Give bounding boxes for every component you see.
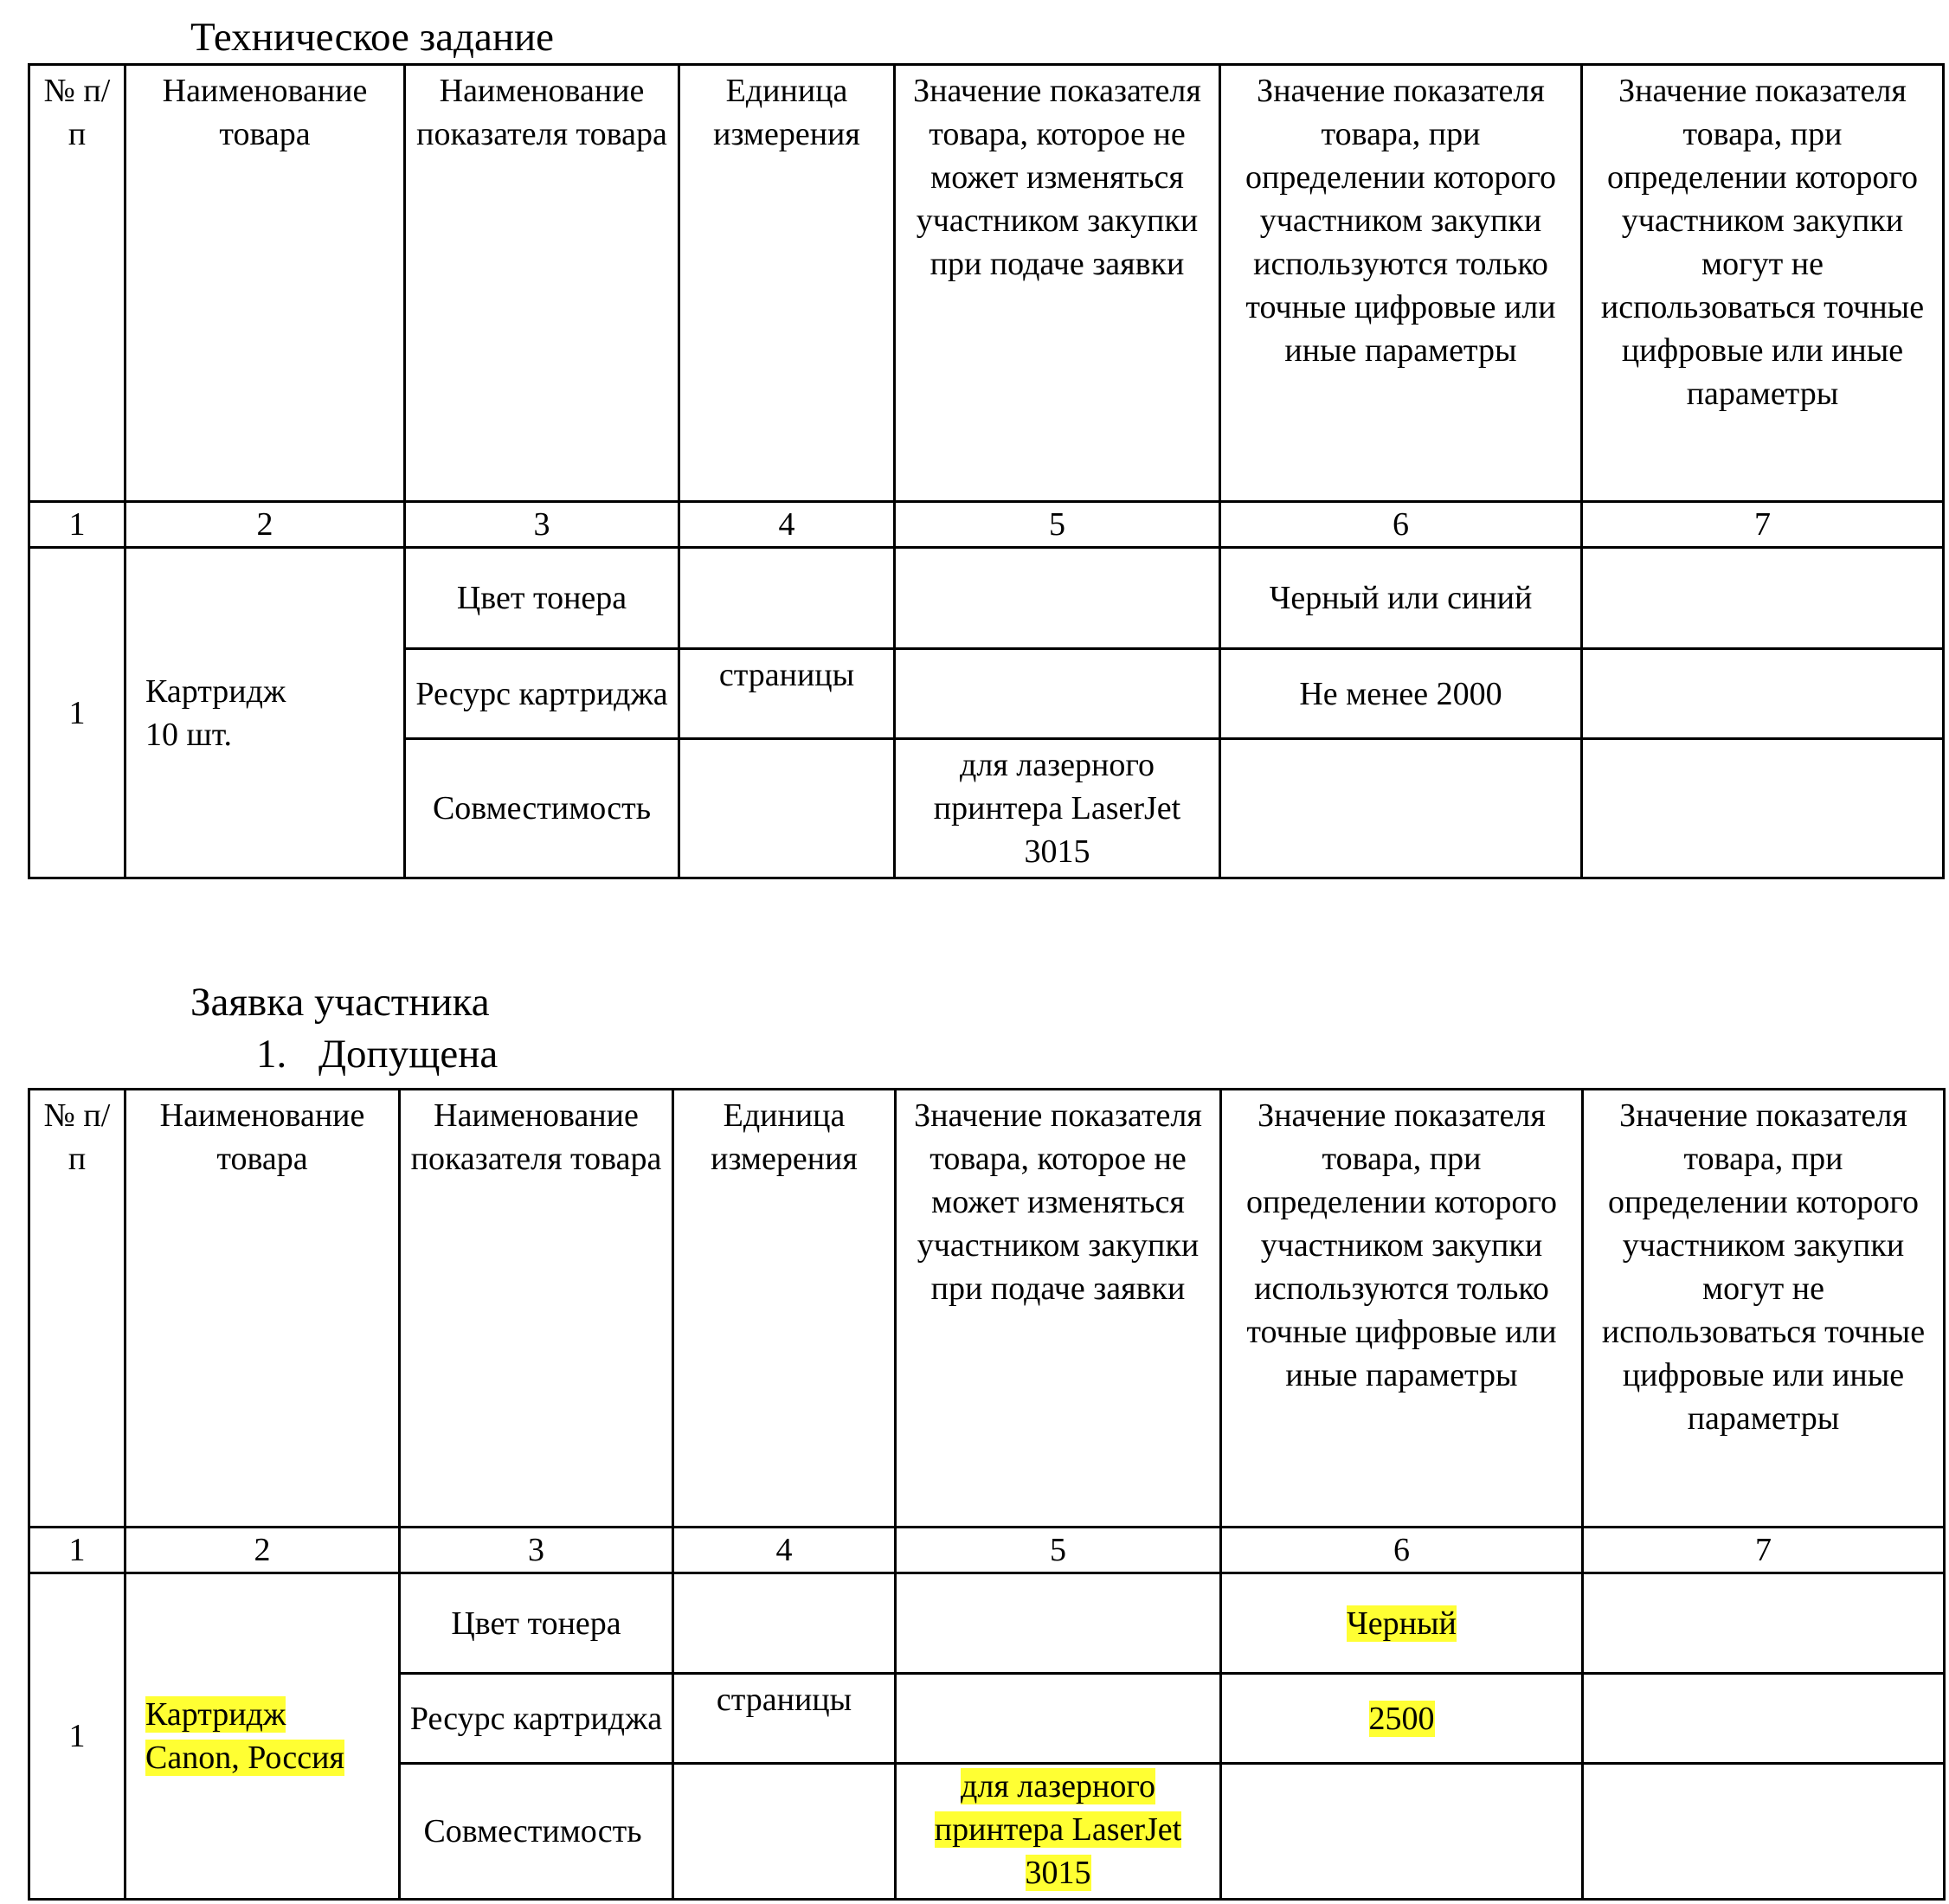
column-number: 1 xyxy=(29,502,125,548)
indicator-name: Ресурс картриджа xyxy=(405,649,679,739)
header-exact-value: Значение показателя товара, при определении которого участником закупки используются только точные цифровые или иные параметры xyxy=(1221,1090,1583,1528)
application-title: Заявка участника xyxy=(190,980,490,1025)
unit-value xyxy=(673,1573,896,1674)
fixed-value: для лазерного принтера LaserJet 3015 xyxy=(895,739,1220,878)
header-unit: Единица измерения xyxy=(673,1090,896,1528)
inexact-value xyxy=(1583,1573,1945,1674)
inexact-value xyxy=(1582,649,1944,739)
column-number: 6 xyxy=(1221,1528,1583,1573)
tz-header-row xyxy=(29,65,1944,502)
application-header-row xyxy=(29,1090,1945,1528)
exact-value xyxy=(1221,1674,1583,1764)
column-number: 3 xyxy=(400,1528,673,1573)
header-indicator: Наименование показателя товара xyxy=(400,1090,673,1528)
column-number: 3 xyxy=(405,502,679,548)
product-name-line: Canon, Россия xyxy=(145,1740,344,1776)
exact-value: Черный или синий xyxy=(1220,548,1582,649)
fixed-value xyxy=(896,1674,1221,1764)
indicator-name: Цвет тонера xyxy=(400,1573,673,1674)
exact-value xyxy=(1221,1764,1583,1900)
column-number: 7 xyxy=(1583,1528,1945,1573)
header-number: № п/п xyxy=(29,65,125,502)
unit-value xyxy=(679,548,895,649)
header-indicator: Наименование показателя товара xyxy=(405,65,679,502)
indicator-name: Совместимость xyxy=(400,1764,673,1900)
tz-table xyxy=(28,63,1945,879)
application-column-numbers-row xyxy=(29,1528,1945,1573)
header-fixed-value: Значение показателя товара, которое не может изменяться участником закупки при подаче заявки xyxy=(895,65,1220,502)
unit-value xyxy=(673,1764,896,1900)
column-number: 4 xyxy=(679,502,895,548)
table-row xyxy=(29,548,1944,649)
fixed-value-line: для лазерного xyxy=(961,1768,1155,1804)
column-number: 5 xyxy=(896,1528,1221,1573)
column-number: 6 xyxy=(1220,502,1582,548)
header-fixed-value: Значение показателя товара, которое не может изменяться участником закупки при подаче заявки xyxy=(896,1090,1221,1528)
header-inexact-value: Значение показателя товара, при определении которого участником закупки могут не использоваться точные цифровые или иные параметры xyxy=(1583,1090,1945,1528)
product-name xyxy=(125,1573,400,1900)
table-row xyxy=(29,1573,1945,1674)
inexact-value xyxy=(1582,548,1944,649)
fixed-value-line: 3015 xyxy=(1025,1855,1091,1891)
exact-value xyxy=(1221,1573,1583,1674)
indicator-name: Совместимость xyxy=(405,739,679,878)
fixed-value xyxy=(896,1573,1221,1674)
status-text: Допущена xyxy=(318,1032,499,1077)
header-unit: Единица измерения xyxy=(679,65,895,502)
exact-value-text: Черный xyxy=(1347,1605,1457,1642)
product-name-line: Картридж xyxy=(145,1696,286,1733)
row-number: 1 xyxy=(29,548,125,878)
indicator-name: Цвет тонера xyxy=(405,548,679,649)
row-number: 1 xyxy=(29,1573,125,1900)
product-name-line: 10 шт. xyxy=(145,716,233,753)
unit-value: страницы xyxy=(679,649,895,739)
fixed-value xyxy=(895,548,1220,649)
indicator-name: Ресурс картриджа xyxy=(400,1674,673,1764)
unit-value: страницы xyxy=(673,1674,896,1764)
fixed-value-line: принтера LaserJet xyxy=(934,1811,1182,1848)
header-number: № п/п xyxy=(29,1090,125,1528)
tz-column-numbers-row xyxy=(29,502,1944,548)
exact-value: Не менее 2000 xyxy=(1220,649,1582,739)
fixed-value xyxy=(896,1764,1221,1900)
exact-value xyxy=(1220,739,1582,878)
header-exact-value: Значение показателя товара, при определении которого участником закупки используются только точные цифровые или иные параметры xyxy=(1220,65,1582,502)
inexact-value xyxy=(1582,739,1944,878)
column-number: 7 xyxy=(1582,502,1944,548)
column-number: 2 xyxy=(125,502,405,548)
column-number: 5 xyxy=(895,502,1220,548)
product-name-line: Картридж xyxy=(145,672,286,710)
column-number: 1 xyxy=(29,1528,125,1573)
application-table xyxy=(28,1088,1946,1901)
fixed-value xyxy=(895,649,1220,739)
inexact-value xyxy=(1583,1764,1945,1900)
application-status xyxy=(256,1029,498,1079)
header-product: Наименование товара xyxy=(125,1090,400,1528)
inexact-value xyxy=(1583,1674,1945,1764)
header-inexact-value: Значение показателя товара, при определении которого участником закупки могут не использоваться точные цифровые или иные параметры xyxy=(1582,65,1944,502)
unit-value xyxy=(679,739,895,878)
column-number: 2 xyxy=(125,1528,400,1573)
list-number: 1. xyxy=(256,1032,287,1077)
product-name xyxy=(125,548,405,878)
exact-value-text: 2500 xyxy=(1368,1700,1435,1737)
column-number: 4 xyxy=(673,1528,896,1573)
header-product: Наименование товара xyxy=(125,65,405,502)
tz-title: Техническое задание xyxy=(190,15,554,60)
